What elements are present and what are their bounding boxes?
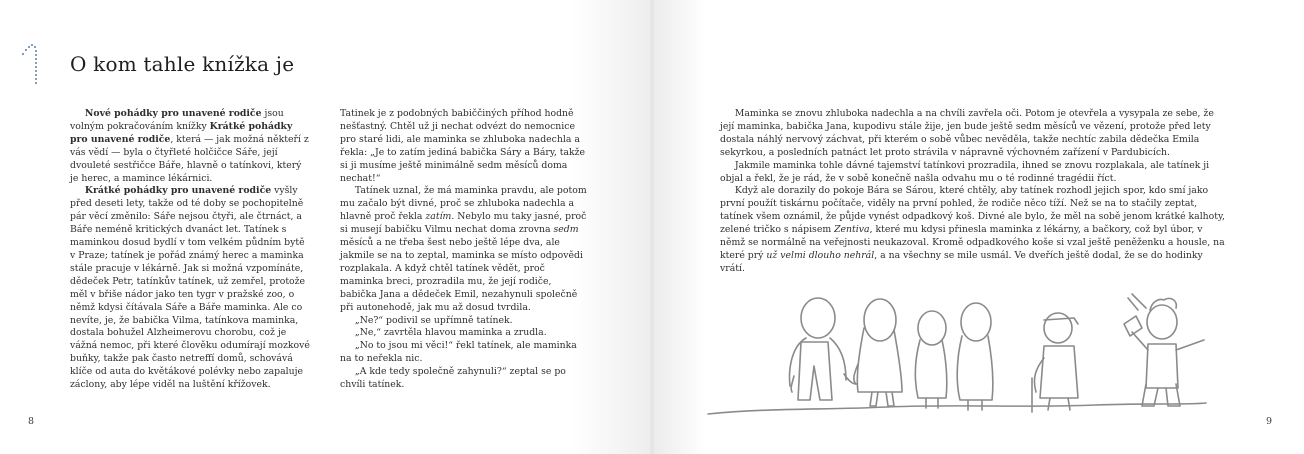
text-run: vyšly před deseti lety, takže od té doby se pochopitelně pár věcí změnilo: Sáře nejsou čtyři, ale čtrnáct, a Báře neméně kritických dvanáct let. Tatínek s maminkou dosud bydlí v tom velkém půdním bytě v Praze; tatínek je pořád známý herec a maminka stále pracuje v lékárně. Jak si možná vzpomínáte, dědeček Petr, tatínkův tatínek, už zemřel, protože měl v břiše nádor jako ten tygr v pražské zoo, o němž kdysi čítávala Sáře a Báře maminka. Ale co nevíte, je, že babička Vilma, tatínkova maminka, dostala bohužel Alzheimerovu chorobu, což je vážná nemoc, při které člověku odumírají mozkové buňky, takže pak často netreffí domů, schovává klíče od auta do květákové polévky nebo zapaluje záclony, aby lépe viděl na luštění křížovek. [70,185,310,391]
paragraph [70,108,310,185]
chapter-number-icon [22,44,46,84]
figure-girl-1 [915,311,947,408]
page-number-left: 8 [28,416,35,427]
paragraph [340,327,588,340]
figure-mother [854,299,902,406]
text-run: jsou volným pokračováním knížky [70,108,284,132]
paragraph [340,366,588,392]
text-run: „Ne?“ podivil se upřímně tatínek. [354,314,513,326]
chapter-dot [35,82,37,84]
paragraph [720,160,1230,186]
italic-text: Zentiva [834,224,870,236]
paragraph [720,185,1230,275]
chapter-dot [35,78,37,80]
paragraph [340,315,588,328]
paragraph [720,108,1230,160]
text-run: Tatinek je z podobných babiččiných příhod hodně nešťastný. Chtěl už ji nechat odvézt do nemocnice pro staré lidi, ale maminka se zhluboka nadechla a řekla: „Je to zatím jediná babička Sáry a Báry, takže si ji musíme ještě minimálně sedm měsíců doma nechat!“ [340,108,586,184]
chapter-dot [35,62,37,64]
italic-text: už velmi dlouho nehrál [766,249,875,261]
paragraph [340,185,588,314]
left-page [0,0,650,454]
chapter-dot [35,70,37,72]
paragraph [340,108,588,185]
text-run: , které mu kdysi přinesla maminka z lékárny, a bačkory, což byl úbor, v němž se normálně na veřejnosti neukazoval. Kromě odpadkového koše si vzal ještě peněženku a housle, na které prý [720,224,1225,261]
text-column-3 [720,108,1230,276]
chapter-dot [35,50,37,52]
italic-text: zatím [425,211,452,223]
figure-grandma [1032,313,1078,412]
text-run: „No to jsou mi věci!“ řekl tatínek, ale maminka na to neřekla nic. [340,340,577,365]
text-run: . Nebylo mu taky jasné, proč si musejí babičku Vilmu nechat doma zrovna [340,211,587,236]
chapter-dot [35,54,37,56]
figure-girl-2 [957,303,993,410]
figure-father [790,298,856,400]
bold-text: Krátké pohádky pro unavené rodiče [84,185,272,197]
bold-text: Nové pohádky pro unavené rodiče [84,108,262,119]
text-run: Tatínek uznal, že má maminka pravdu, ale potom mu začalo být divné, proč se zhluboka nadechla a hlavně proč řekla [340,185,587,223]
paragraph [340,340,588,366]
text-run: , a na všechny se mile usmál. Ve dveřích ještě dodal, že se do hodinky vrátí. [720,249,1203,274]
chapter-title: O kom tahle knížka je [70,52,295,76]
chapter-dot [34,46,36,48]
text-run: Jakmile maminka tohle dávné tajemství tatínkovi prozradila, ihned se znovu rozplakala, ale tatínek ji objal a řekl, že je rád, že v sobě konečně našla odvahu mu o té rodinné tragédii říct. [720,159,1210,184]
text-run: „A kde tedy společně zahynuli?“ zeptal se po chvíli tatínek. [340,366,566,391]
text-run: „Ne,“ zavrtěla hlavou maminka a zrudla. [354,327,547,339]
page-number-right: 9 [1266,416,1273,427]
text-run: Maminka se znovu zhluboka nadechla a na chvíli zavřela oči. Potom je otevřela a vysypala ze sebe, že její maminka, babička Jana, kupodivu stále žije, jen bude ještě sedm měsíců ve vězení, protože před lety dostala náhlý nervový záchvat, při kterém o sobě vůbec nevěděla, takže nechtíc zabila dědečka Emila sekyrkou, a posledních patnáct let proto strávila v nápravně výchovném zařízení v Pardubicích. [720,108,1214,158]
bold-text: Krátké pohádky pro unavené rodiče [70,120,293,145]
chapter-dot [28,46,30,48]
paragraph [70,185,310,392]
chapter-dot [22,53,24,55]
italic-text: sedm [553,224,579,236]
text-run: měsíců a ne třeba šest nebo ještě lépe dva, ale jakmile se na to zeptal, maminka se místo odpovědi rozplakala. A když chtěl tatínek vědět, proč maminka breci, prozradila mu, že její rodiče, babička Jana a dědeček Emil, nezahynuli společně při autonehodě, jak mu až dosud tvrdila. [340,237,583,313]
chapter-dot [35,58,37,60]
chapter-dot [35,74,37,76]
chapter-dot [31,44,33,46]
text-run: Když ale dorazily do pokoje Bára se Sárou, které chtěly, aby tatínek rozhodl jejich spor, kdo smí jako první použít tiskárnu počítače, viděly na první pohled, že rodiče něco tíží. Než se na to stačily zeptat, tatínek všem oznámil, že půjde vynést odpadkový koš. Divné ale bylo, že měl na sobě jenom krátké kalhoty, zelené tričko s nápisem [720,185,1225,236]
text-column-2 [340,108,588,392]
chapter-dot [35,66,37,68]
figure-grandpa [1124,294,1204,406]
chapter-dot [25,49,27,51]
text-column-1 [70,108,310,392]
family-drawing-icon [706,288,1226,420]
text-run: , která — jak možná někteří z vás vědí — byla o čtyřleté holčičce Sáře, její dvouleté sestřičce Báře, hlavně o tatínkovi, který je herec, a mamince lékárnici. [70,133,309,184]
